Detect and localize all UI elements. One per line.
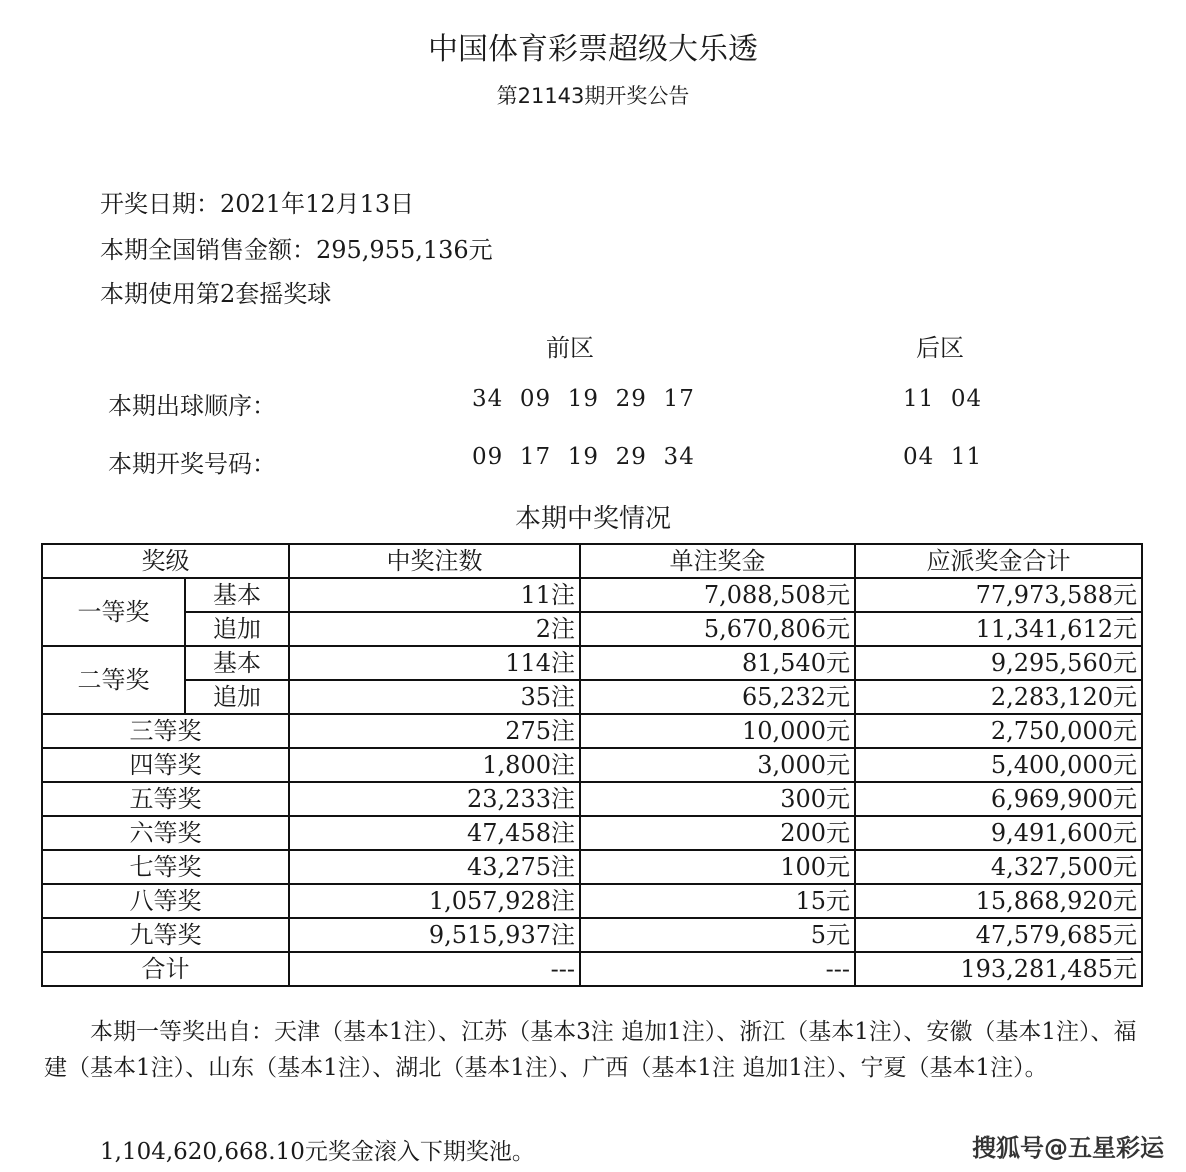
- back-zone-label: 后区: [916, 334, 964, 362]
- result-front-numbers: 09 17 19 29 34: [472, 444, 695, 470]
- total-prize: 2,750,000元: [855, 714, 1142, 748]
- sub-level: 追加: [185, 612, 289, 646]
- unit-prize: ---: [580, 952, 855, 986]
- win-count: 47,458注: [289, 816, 580, 850]
- win-count: 43,275注: [289, 850, 580, 884]
- total-prize: 9,295,560元: [855, 646, 1142, 680]
- table-row: [42, 884, 1142, 918]
- header-count: 中奖注数: [289, 544, 580, 578]
- unit-prize: 300元: [580, 782, 855, 816]
- prize-level: 九等奖: [42, 918, 289, 952]
- total-prize: 193,281,485元: [855, 952, 1142, 986]
- header-level: 奖级: [42, 544, 289, 578]
- total-prize: 4,327,500元: [855, 850, 1142, 884]
- unit-prize: 65,232元: [580, 680, 855, 714]
- total-prize: 47,579,685元: [855, 918, 1142, 952]
- win-count: 9,515,937注: [289, 918, 580, 952]
- prize-level: 六等奖: [42, 816, 289, 850]
- prize-level: 七等奖: [42, 850, 289, 884]
- ball-set: 本期使用第2套摇奖球: [100, 280, 332, 308]
- win-count: 11注: [289, 578, 580, 612]
- table-row: [42, 680, 1142, 714]
- table-row: [42, 782, 1142, 816]
- total-prize: 77,973,588元: [855, 578, 1142, 612]
- table-row: [42, 578, 1142, 612]
- sub-level: 基本: [185, 646, 289, 680]
- table-row: [42, 850, 1142, 884]
- table-row: [42, 714, 1142, 748]
- result-back-numbers: 04 11: [903, 444, 983, 470]
- prize-level: 三等奖: [42, 714, 289, 748]
- sub-level: 追加: [185, 680, 289, 714]
- rollover-note: 1,104,620,668.10元奖金滚入下期奖池。: [100, 1139, 535, 1165]
- prize-level: 合计: [42, 952, 289, 986]
- page-title: 中国体育彩票超级大乐透: [428, 32, 758, 67]
- prize-level: 四等奖: [42, 748, 289, 782]
- total-prize: 9,491,600元: [855, 816, 1142, 850]
- total-prize: 2,283,120元: [855, 680, 1142, 714]
- table-row: [42, 646, 1142, 680]
- total-prize: 5,400,000元: [855, 748, 1142, 782]
- win-count: 1,800注: [289, 748, 580, 782]
- prize-level: 八等奖: [42, 884, 289, 918]
- total-prize: 11,341,612元: [855, 612, 1142, 646]
- header-total: 应派奖金合计: [855, 544, 1142, 578]
- win-count: 23,233注: [289, 782, 580, 816]
- win-count: ---: [289, 952, 580, 986]
- unit-prize: 3,000元: [580, 748, 855, 782]
- win-count: 1,057,928注: [289, 884, 580, 918]
- unit-prize: 10,000元: [580, 714, 855, 748]
- unit-prize: 81,540元: [580, 646, 855, 680]
- unit-prize: 7,088,508元: [580, 578, 855, 612]
- unit-prize: 5元: [580, 918, 855, 952]
- unit-prize: 5,670,806元: [580, 612, 855, 646]
- table-header-row: [42, 544, 1142, 578]
- table-row: [42, 918, 1142, 952]
- win-count: 275注: [289, 714, 580, 748]
- unit-prize: 100元: [580, 850, 855, 884]
- result-label: 本期开奖号码：: [108, 450, 276, 478]
- winning-summary-title: 本期中奖情况: [514, 504, 671, 534]
- front-zone-label: 前区: [546, 334, 594, 362]
- unit-prize: 200元: [580, 816, 855, 850]
- header-unit-prize: 单注奖金: [580, 544, 855, 578]
- win-count: 2注: [289, 612, 580, 646]
- table-row: [42, 748, 1142, 782]
- source-watermark: 搜狐号@五星彩运: [972, 1134, 1164, 1162]
- win-count: 114注: [289, 646, 580, 680]
- second-prize-label: 二等奖: [42, 646, 185, 714]
- prize-level: 五等奖: [42, 782, 289, 816]
- order-label: 本期出球顺序：: [108, 392, 276, 420]
- total-prize: 6,969,900元: [855, 782, 1142, 816]
- unit-prize: 15元: [580, 884, 855, 918]
- draw-date: 开奖日期：2021年12月13日: [100, 190, 415, 218]
- order-front-numbers: 34 09 19 29 17: [472, 386, 695, 412]
- table-row: [42, 816, 1142, 850]
- first-prize-origin: 本期一等奖出自：天津（基本1注）、江苏（基本3注 追加1注）、浙江（基本1注）、安徽（基本1注）、福建（基本1注）、山东（基本1注）、湖北（基本1注）、广西（基本1注 追加1注）、宁夏（基本1注）。: [44, 1019, 1137, 1081]
- table-total-row: [42, 952, 1142, 986]
- first-prize-label: 一等奖: [42, 578, 185, 646]
- sub-level: 基本: [185, 578, 289, 612]
- prize-table: [41, 543, 1143, 987]
- table-row: [42, 612, 1142, 646]
- sales-amount: 本期全国销售金额：295,955,136元: [100, 236, 493, 264]
- order-back-numbers: 11 04: [903, 386, 983, 412]
- total-prize: 15,868,920元: [855, 884, 1142, 918]
- issue-subtitle: 第21143期开奖公告: [496, 84, 690, 108]
- win-count: 35注: [289, 680, 580, 714]
